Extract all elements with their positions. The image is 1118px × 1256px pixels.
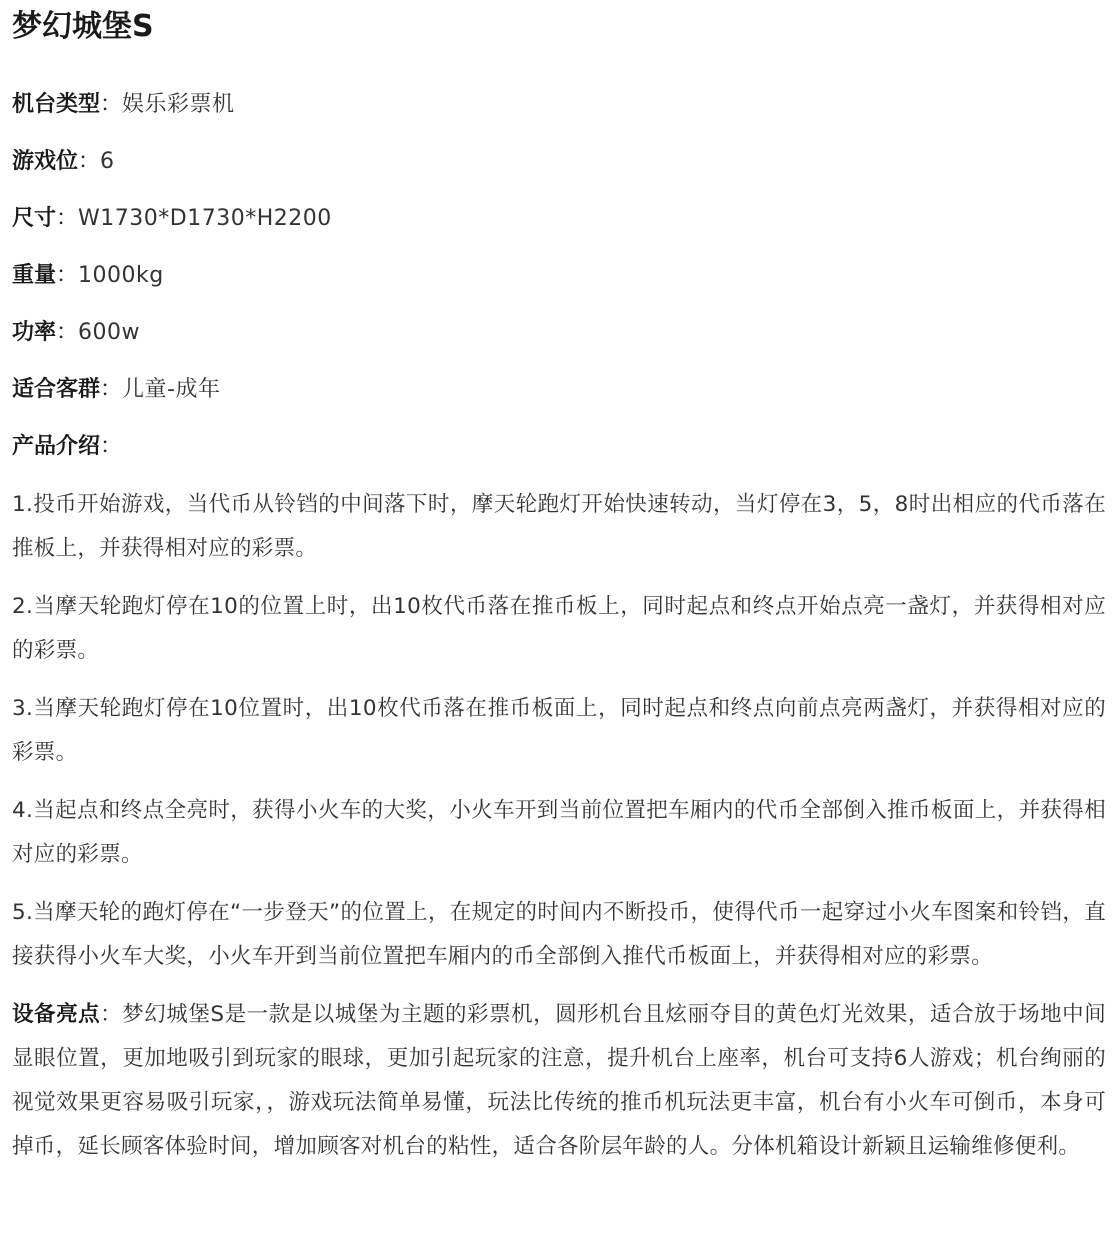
features-label: 设备亮点 [12,1002,101,1027]
spec-separator: ： [100,92,123,117]
spec-separator: ： [56,206,79,231]
intro-paragraph-3: 3.当摩天轮跑灯停在10位置时，出10枚代币落在推币板面上，同时起点和终点向前点亮两盏灯，并获得相对应的彩票。 [12,696,1106,765]
features-text: 梦幻城堡S是一款是以城堡为主题的彩票机，圆形机台且炫丽夺目的黄色灯光效果，适合放于场地中间显眼位置，更加地吸引到玩家的眼球，更加引起玩家的注意，提升机台上座率，机台可支持6人游戏；机台绚丽的视觉效果更容易吸引玩家，，游戏玩法简单易懂，玩法比传统的推币机玩法更丰富，机台有小火车可倒币，本身可掉币，延长顾客体验时间，增加顾客对机台的粘性，适合各阶层年龄的人。分体机箱设计新颖且运输维修便利。 [12,1002,1106,1159]
spec-value: 儿童-成年 [122,377,221,402]
spec-label: 功率 [12,320,57,345]
spec-value: 600w [78,320,141,345]
spec-value: 1000kg [78,263,164,288]
spec-label: 机台类型 [12,92,101,117]
intro-paragraph-1: 1.投币开始游戏，当代币从铃铛的中间落下时，摩天轮跑灯开始快速转动，当灯停在3，5，8时出相应的代币落在推板上，并获得相对应的彩票。 [12,492,1106,561]
intro-heading [12,432,1106,462]
spec-dimensions [12,204,1106,234]
spec-separator: ： [56,320,79,345]
intro-paragraph-4: 4.当起点和终点全亮时，获得小火车的大奖，小火车开到当前位置把车厢内的代币全部倒入推币板面上，并获得相对应的彩票。 [12,798,1106,867]
intro-paragraph-2: 2.当摩天轮跑灯停在10的位置上时，出10枚代币落在推币板上，同时起点和终点开始点亮一盏灯，并获得相对应的彩票。 [12,594,1106,663]
spec-separator: ： [56,263,79,288]
spec-label: 适合客群 [12,377,101,402]
spec-power [12,318,1106,348]
features-separator: ： [100,1002,123,1027]
spec-machine-type [12,90,1106,120]
spec-audience [12,375,1106,405]
spec-label: 游戏位 [12,149,79,174]
spec-weight [12,261,1106,291]
spec-label: 尺寸 [12,206,57,231]
intro-paragraph-5: 5.当摩天轮的跑灯停在“一步登天”的位置上，在规定的时间内不断投币，使得代币一起穿过小火车图案和铃铛，直接获得小火车大奖，小火车开到当前位置把车厢内的币全部倒入推代币板面上，并获得相对应的彩票。 [12,900,1106,969]
features-paragraph [12,993,1106,1169]
spec-value: 6 [100,149,115,174]
intro-separator: ： [100,434,123,459]
spec-value: W1730*D1730*H2200 [78,206,332,231]
spec-separator: ： [78,149,101,174]
spec-game-seats [12,147,1106,177]
spec-separator: ： [100,377,123,402]
page-title: 梦幻城堡S [12,9,154,44]
spec-value: 娱乐彩票机 [122,92,235,117]
spec-label: 重量 [12,263,57,288]
intro-label: 产品介绍 [12,434,101,459]
